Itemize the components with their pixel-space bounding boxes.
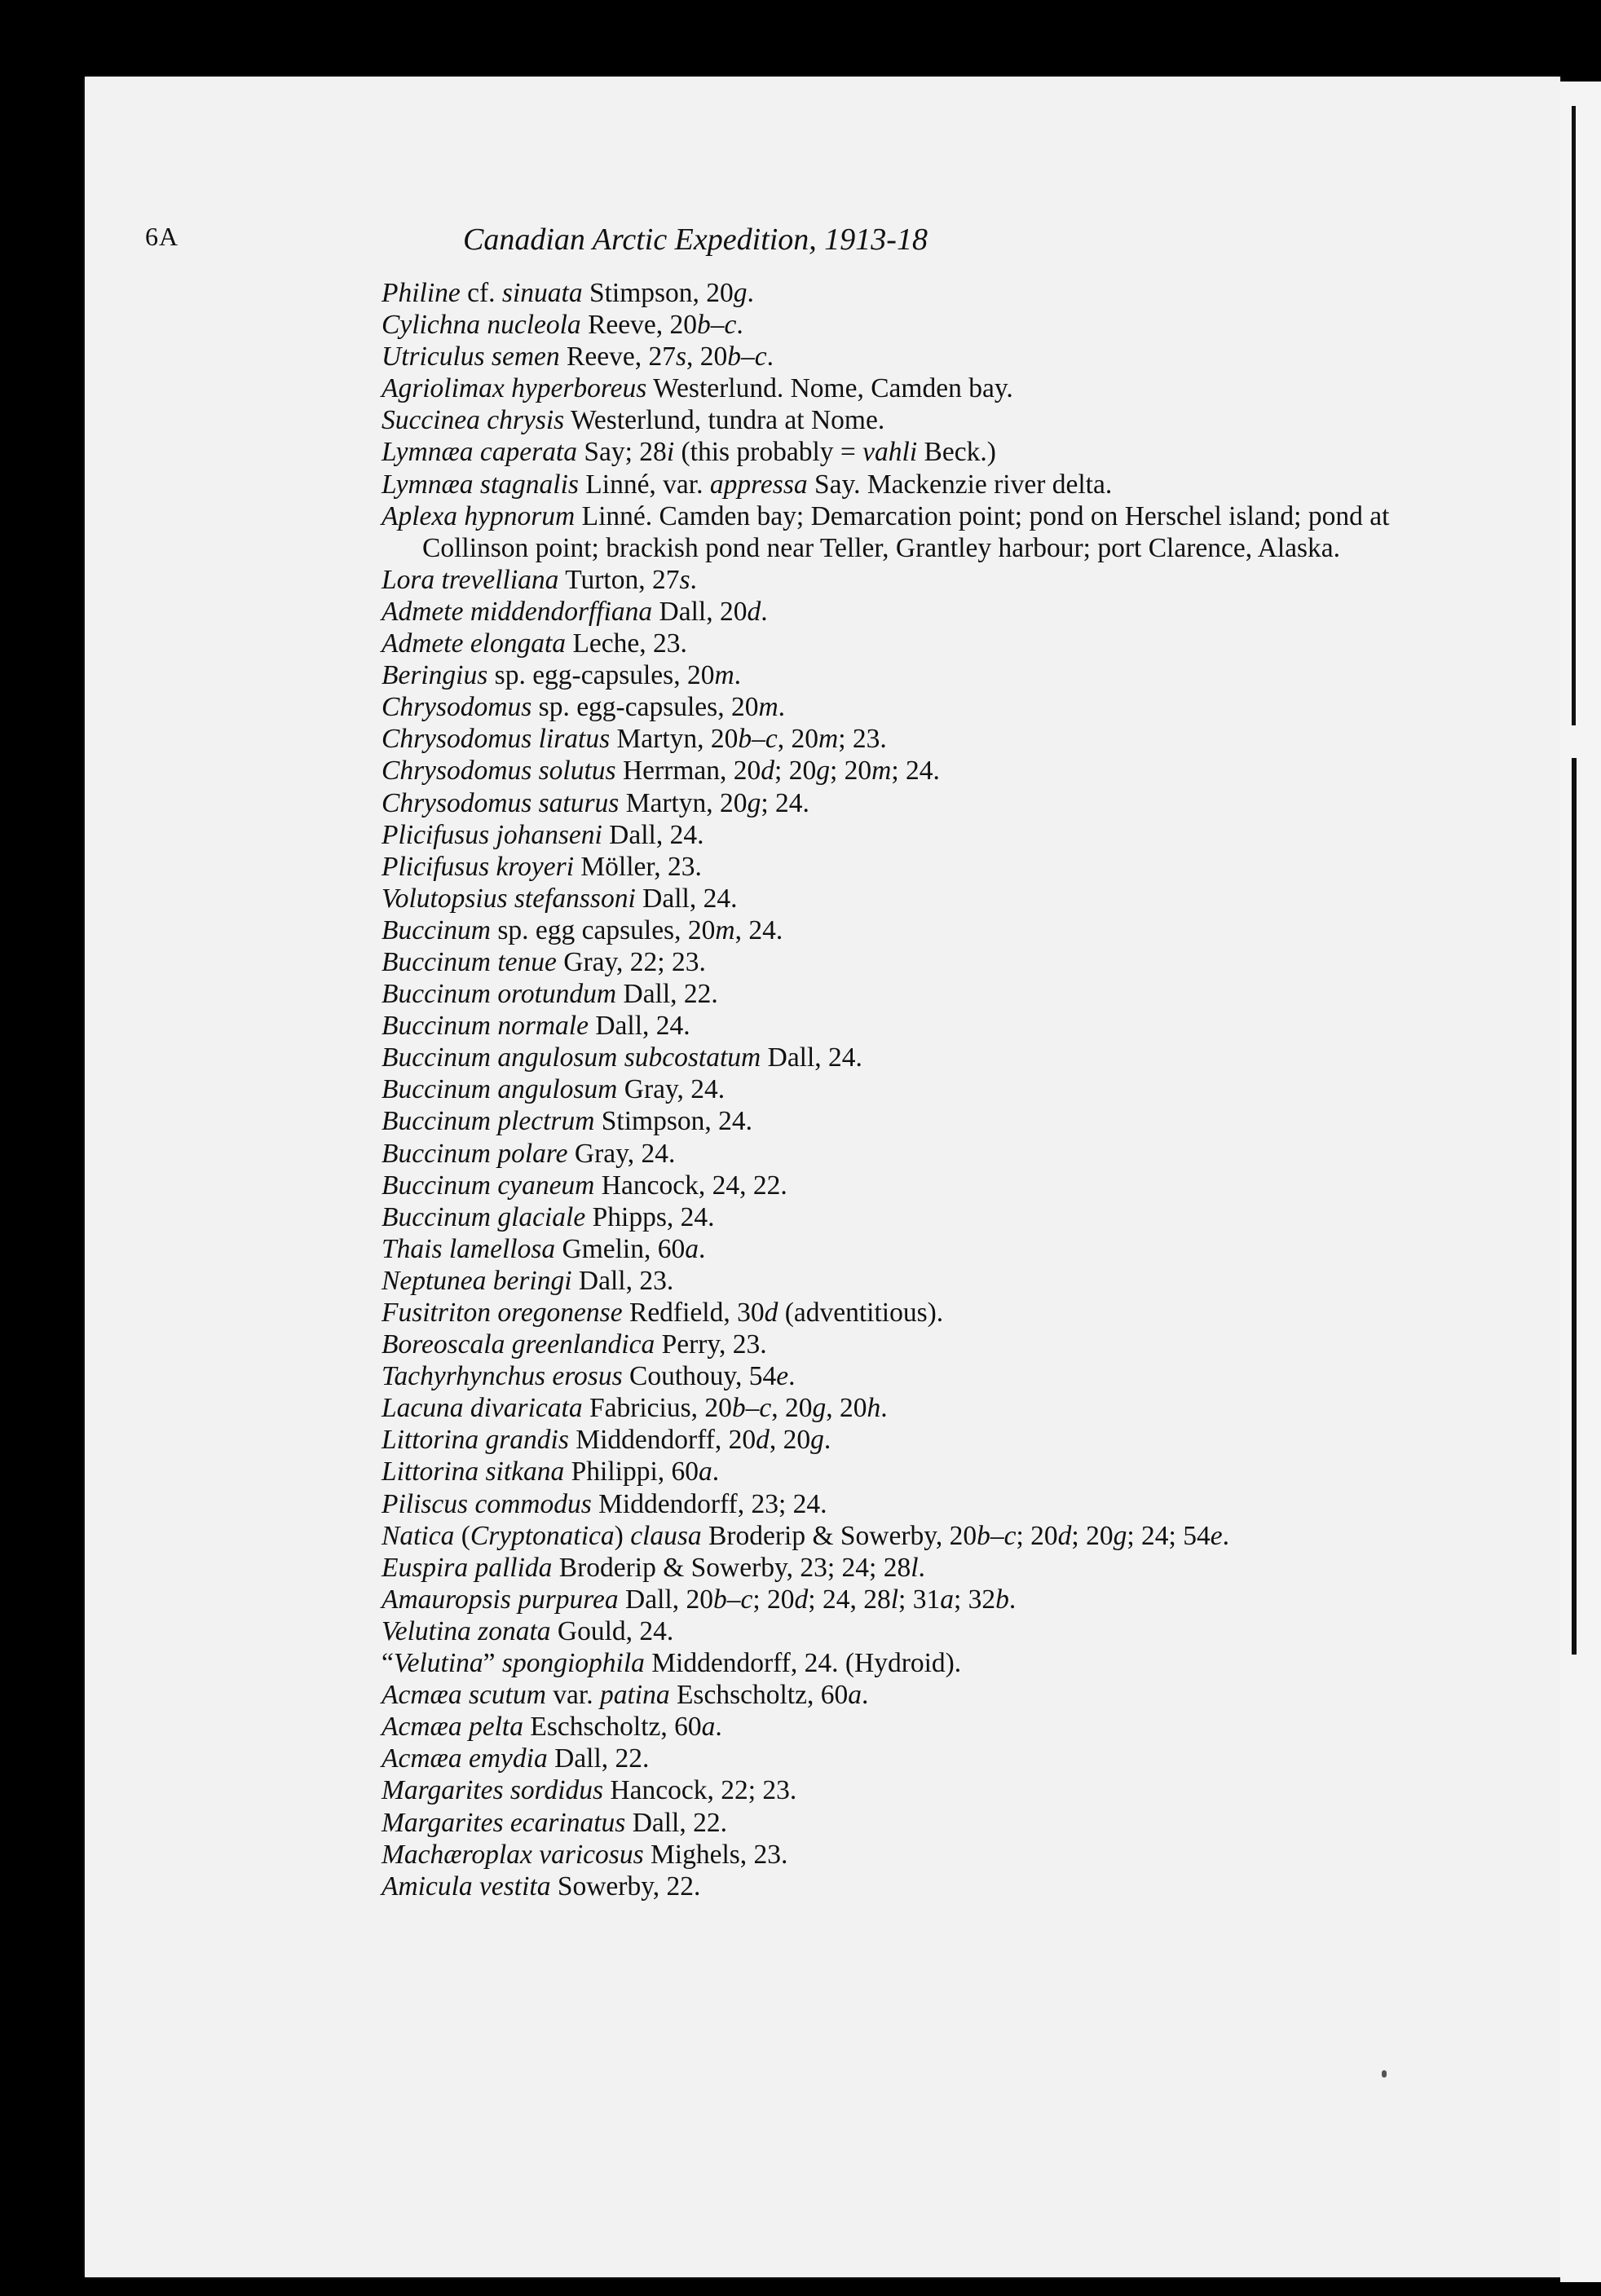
scan-speck xyxy=(1382,2070,1387,2078)
entry-text: Reeve, 20 xyxy=(580,310,698,341)
entry-text: . xyxy=(715,1712,722,1743)
species-entry xyxy=(382,1105,1441,1137)
taxon-name: Amicula vestita xyxy=(382,1871,551,1902)
taxon-name: Acmæa scutum xyxy=(382,1680,546,1711)
entry-text: Dall, 22. xyxy=(616,979,718,1010)
entry-text: Philippi, 60 xyxy=(564,1456,699,1487)
taxon-name: Tachyrhynchus erosus xyxy=(382,1361,623,1392)
taxon-name: m xyxy=(818,724,839,755)
entry-text: ; 20 xyxy=(1016,1520,1058,1551)
entry-text: Stimpson, 20 xyxy=(582,278,734,308)
entry-text: Middendorff, 23; 24. xyxy=(591,1488,827,1519)
taxon-name: m xyxy=(715,914,735,945)
taxon-name: g xyxy=(810,1425,824,1456)
entry-text: ( xyxy=(454,1520,470,1551)
taxon-name: Plicifusus kroyeri xyxy=(382,851,575,882)
taxon-name: Buccinum polare xyxy=(382,1138,568,1169)
entry-text: Couthouy, 54 xyxy=(622,1361,777,1392)
species-entry xyxy=(382,1839,1441,1871)
entry-text: (adventitious). xyxy=(778,1298,944,1328)
entry-text: . xyxy=(766,342,774,372)
species-entry xyxy=(382,1329,1441,1360)
taxon-name: Fusitriton oregonense xyxy=(382,1298,623,1328)
taxon-name: Chrysodomus liratus xyxy=(382,724,611,755)
taxon-name: b–c xyxy=(977,1520,1017,1551)
entry-text: Broderip & Sowerby, 23; 24; 28 xyxy=(552,1552,911,1583)
entry-text: Westerlund, tundra at Nome. xyxy=(564,405,885,436)
entry-text: ; 32 xyxy=(953,1584,996,1615)
species-entry xyxy=(382,404,1441,436)
taxon-name: l xyxy=(911,1552,919,1583)
entry-text: ; 24. xyxy=(891,756,940,787)
entry-text: , 20 xyxy=(771,1393,813,1424)
entry-text: Phipps, 24. xyxy=(585,1201,715,1232)
entry-text: ; 24, 28 xyxy=(808,1584,891,1615)
entry-text: Martyn, 20 xyxy=(610,724,739,755)
species-entry xyxy=(382,691,1441,723)
species-entry xyxy=(382,1520,1441,1552)
taxon-name: Aplexa hypnorum xyxy=(382,500,576,531)
entry-text: , 20 xyxy=(826,1393,867,1424)
taxon-name: Lymnæa stagnalis xyxy=(382,469,579,500)
species-entry xyxy=(382,1201,1441,1233)
entry-text: var. xyxy=(545,1680,600,1711)
taxon-name: m xyxy=(714,660,734,691)
entry-text: Broderip & Sowerby, 20 xyxy=(701,1520,977,1551)
taxon-name: sinuata xyxy=(501,278,583,308)
taxon-name: b–c xyxy=(727,342,767,372)
taxon-name: Buccinum plectrum xyxy=(382,1106,595,1137)
species-entry xyxy=(382,1615,1441,1647)
entry-text: ; 24. xyxy=(761,787,809,818)
entry-text: Mighels, 23. xyxy=(643,1839,788,1870)
species-entry xyxy=(382,659,1441,691)
taxon-name: Lacuna divaricata xyxy=(382,1393,583,1424)
taxon-name: m xyxy=(871,756,892,787)
entry-text: Stimpson, 24. xyxy=(594,1106,753,1137)
entry-text: Redfield, 30 xyxy=(622,1298,765,1328)
taxon-name: Velutina xyxy=(393,1648,483,1679)
species-entry xyxy=(382,1233,1441,1265)
entry-text: Dall, 24. xyxy=(588,1011,690,1042)
taxon-name: Buccinum glaciale xyxy=(382,1201,586,1232)
taxon-name: d xyxy=(1057,1520,1072,1551)
entry-text: Dall, 24. xyxy=(761,1042,862,1073)
entry-text: . xyxy=(690,564,697,595)
taxon-name: s xyxy=(675,342,687,372)
entry-text: Leche, 23. xyxy=(566,628,687,659)
taxon-name: i xyxy=(666,437,675,468)
species-entry xyxy=(382,1392,1441,1424)
species-entry xyxy=(382,1360,1441,1392)
species-entry xyxy=(382,1297,1441,1329)
taxon-name: Boreoscala greenlandica xyxy=(382,1329,655,1360)
taxon-name: b–c xyxy=(731,1393,772,1424)
taxon-name: s xyxy=(679,564,690,595)
taxon-name: Agriolimax hyperboreus xyxy=(382,373,647,404)
taxon-name: a xyxy=(848,1680,862,1711)
taxon-name: d xyxy=(756,1425,770,1456)
entry-text: ; 31 xyxy=(898,1584,941,1615)
entry-text: Dall, 22. xyxy=(547,1743,650,1774)
taxon-name: g xyxy=(1113,1520,1127,1551)
entry-text: Hancock, 22; 23. xyxy=(603,1775,797,1806)
entry-text: Dall, 24. xyxy=(635,883,738,914)
entry-text: Martyn, 20 xyxy=(619,787,748,818)
taxon-name: Littorina grandis xyxy=(382,1425,569,1456)
entry-text: . xyxy=(778,692,786,723)
entry-text: , 24. xyxy=(734,914,783,945)
species-entry xyxy=(382,372,1441,404)
taxon-name: g xyxy=(816,756,830,787)
page-number: 6A xyxy=(145,222,179,251)
entry-text: Eschscholtz, 60 xyxy=(669,1680,849,1711)
entry-text: Beck.) xyxy=(917,437,996,468)
species-entry xyxy=(382,1584,1441,1615)
taxon-name: b xyxy=(995,1584,1009,1615)
taxon-name: d xyxy=(747,596,761,627)
taxon-name: Chrysodomus solutus xyxy=(382,756,616,787)
running-title: Canadian Arctic Expedition, 1913-18 xyxy=(463,223,928,257)
taxon-name: Machæroplax varicosus xyxy=(382,1839,644,1870)
species-entry xyxy=(382,436,1441,468)
page-edge-line xyxy=(1572,758,1577,1655)
entry-text: , 20 xyxy=(769,1425,811,1456)
species-entry xyxy=(382,1010,1441,1042)
taxon-name: Philine xyxy=(382,278,461,308)
entry-text: Dall, 20 xyxy=(652,596,748,627)
entry-text: Fabricius, 20 xyxy=(582,1393,732,1424)
species-entry xyxy=(382,1073,1441,1105)
entry-text: . xyxy=(747,278,754,308)
taxon-name: e xyxy=(776,1361,789,1392)
entry-text: ; 20 xyxy=(752,1584,795,1615)
taxon-name: b–c xyxy=(697,310,737,341)
species-entry xyxy=(382,851,1441,883)
species-entry xyxy=(382,564,1441,596)
taxon-name: Beringius xyxy=(382,660,488,691)
taxon-name: h xyxy=(867,1393,881,1424)
species-entry xyxy=(382,946,1441,978)
entry-text: . xyxy=(788,1361,796,1392)
taxon-name: Natica xyxy=(382,1520,455,1551)
entry-text: Hancock, 24, 22. xyxy=(594,1170,787,1201)
taxon-name: spongiophila xyxy=(501,1648,645,1679)
entry-text: Say. Mackenzie river delta. xyxy=(807,469,1113,500)
entry-text: ; 20 xyxy=(829,756,872,787)
taxon-name: Littorina sitkana xyxy=(382,1456,565,1487)
entry-text: (this probably = xyxy=(674,437,863,468)
taxon-name: a xyxy=(685,1233,699,1264)
entry-text: . xyxy=(918,1552,925,1583)
taxon-name: Cryptonatica xyxy=(470,1520,615,1551)
species-entry xyxy=(382,1456,1441,1487)
taxon-name: Succinea chrysis xyxy=(382,405,565,436)
entry-text: , 20 xyxy=(777,724,819,755)
taxon-name: g xyxy=(812,1393,827,1424)
taxon-name: Plicifusus johanseni xyxy=(382,819,602,850)
taxon-name: Volutopsius stefanssoni xyxy=(382,883,636,914)
taxon-name: b–c xyxy=(712,1584,753,1615)
entry-text: Sowerby, 22. xyxy=(550,1871,701,1902)
taxon-name: Velutina zonata xyxy=(382,1615,551,1646)
species-entry xyxy=(382,1042,1441,1073)
entry-text: Middendorff, 20 xyxy=(568,1425,756,1456)
taxon-name: Admete elongata xyxy=(382,628,567,659)
entry-text: . xyxy=(734,660,742,691)
entry-text: ; 20 xyxy=(1071,1520,1114,1551)
taxon-name: Margarites ecarinatus xyxy=(382,1807,626,1838)
entry-text: . xyxy=(761,596,768,627)
taxon-name: Buccinum angulosum xyxy=(382,1074,618,1105)
entry-text: ” xyxy=(483,1648,502,1679)
taxon-name: Buccinum cyaneum xyxy=(382,1170,595,1201)
entry-text: Eschscholtz, 60 xyxy=(523,1712,702,1743)
taxon-name: Euspira pallida xyxy=(382,1552,553,1583)
entry-text: Reeve, 27 xyxy=(559,342,676,372)
entry-text: . xyxy=(698,1233,706,1264)
species-entry xyxy=(382,1679,1441,1711)
entry-text: Dall, 23. xyxy=(571,1265,674,1296)
taxon-name: Thais lamellosa xyxy=(382,1233,556,1264)
species-entry xyxy=(382,341,1441,372)
entry-text: sp. egg capsules, 20 xyxy=(490,914,716,945)
entry-text: Turton, 27 xyxy=(558,564,680,595)
taxon-name: Margarites sordidus xyxy=(382,1775,604,1806)
species-entry xyxy=(382,500,1441,564)
entry-text: . xyxy=(823,1425,831,1456)
species-entry xyxy=(382,1552,1441,1584)
entry-text: Linné, var. xyxy=(578,469,710,500)
entry-text: Möller, 23. xyxy=(574,851,702,882)
species-entry xyxy=(382,1647,1441,1679)
species-entry xyxy=(382,1138,1441,1170)
taxon-name: Lora trevelliana xyxy=(382,564,559,595)
taxon-name: Piliscus commodus xyxy=(382,1488,592,1519)
species-entry xyxy=(382,1488,1441,1520)
taxon-name: Chrysodomus xyxy=(382,692,532,723)
entry-text: Perry, 23. xyxy=(655,1329,767,1360)
species-entry xyxy=(382,596,1441,628)
entry-text: . xyxy=(1008,1584,1017,1615)
species-entry xyxy=(382,469,1441,500)
taxon-name: d xyxy=(761,756,775,787)
entry-text: , 20 xyxy=(686,342,728,372)
entry-text: . xyxy=(1222,1520,1229,1551)
taxon-name: Lymnæa caperata xyxy=(382,437,577,468)
species-entry xyxy=(382,1711,1441,1743)
page-edge-line xyxy=(1572,106,1576,725)
taxon-name: d xyxy=(764,1298,778,1328)
taxon-name: Acmæa emydia xyxy=(382,1743,548,1774)
entry-text: Dall, 20 xyxy=(618,1584,713,1615)
species-entry xyxy=(382,1774,1441,1806)
species-entry xyxy=(382,723,1441,755)
species-entry xyxy=(382,914,1441,946)
entry-text: Dall, 24. xyxy=(602,819,704,850)
taxon-name: Neptunea beringi xyxy=(382,1265,572,1296)
entry-text: Say; 28 xyxy=(577,437,667,468)
taxon-name: Buccinum tenue xyxy=(382,946,557,977)
taxon-name: g xyxy=(747,787,761,818)
entry-text: ) xyxy=(614,1520,631,1551)
entry-text: . xyxy=(880,1393,888,1424)
entry-text: ; 23. xyxy=(838,724,887,755)
entry-text: Gray, 24. xyxy=(617,1074,726,1105)
entry-text: Herrman, 20 xyxy=(615,756,761,787)
entry-text: . xyxy=(861,1680,869,1711)
taxon-name: Utriculus semen xyxy=(382,342,560,372)
taxon-name: Admete middendorffiana xyxy=(382,596,653,627)
species-entry xyxy=(382,1424,1441,1456)
taxon-name: e xyxy=(1210,1520,1223,1551)
species-entry xyxy=(382,1743,1441,1774)
species-entry xyxy=(382,787,1441,819)
species-entry xyxy=(382,628,1441,659)
entry-text: . xyxy=(712,1456,720,1487)
entry-text: Gray, 22; 23. xyxy=(556,946,706,977)
taxon-name: vahli xyxy=(862,437,918,468)
taxon-name: Cylichna nucleola xyxy=(382,310,581,341)
species-entry xyxy=(382,1871,1441,1902)
taxon-name: Amauropsis purpurea xyxy=(382,1584,619,1615)
entry-text: Middendorff, 24. (Hydroid). xyxy=(644,1648,962,1679)
taxon-name: Buccinum xyxy=(382,914,491,945)
species-entry xyxy=(382,277,1441,309)
entry-text: ; 20 xyxy=(774,756,817,787)
taxon-name: a xyxy=(701,1712,716,1743)
taxon-name: b–c xyxy=(738,724,778,755)
entry-text: cf. xyxy=(460,278,502,308)
species-entry xyxy=(382,1170,1441,1201)
entry-text: Gould, 24. xyxy=(550,1615,674,1646)
species-entry xyxy=(382,1807,1441,1839)
taxon-name: Acmæa pelta xyxy=(382,1712,523,1743)
taxon-name: d xyxy=(794,1584,809,1615)
entry-text: Westerlund. Nome, Camden bay. xyxy=(646,373,1013,404)
species-entry xyxy=(382,1265,1441,1297)
species-entry xyxy=(382,309,1441,341)
taxon-name: Chrysodomus saturus xyxy=(382,787,620,818)
taxon-name: Buccinum orotundum xyxy=(382,979,617,1010)
taxon-name: Buccinum angulosum subcostatum xyxy=(382,1042,761,1073)
taxon-name: l xyxy=(890,1584,899,1615)
taxon-name: appressa xyxy=(709,469,808,500)
entry-text: Dall, 22. xyxy=(625,1807,727,1838)
species-entry xyxy=(382,819,1441,851)
taxon-name: a xyxy=(940,1584,954,1615)
species-list xyxy=(382,277,1441,1902)
taxon-name: m xyxy=(758,692,778,723)
taxon-name: clausa xyxy=(630,1520,702,1551)
page-header xyxy=(145,222,1148,261)
species-entry xyxy=(382,883,1441,914)
entry-text: . xyxy=(736,310,743,341)
entry-text: ; 24; 54 xyxy=(1127,1520,1211,1551)
entry-text: sp. egg-capsules, 20 xyxy=(531,692,759,723)
taxon-name: Buccinum normale xyxy=(382,1011,589,1042)
taxon-name: g xyxy=(733,278,748,308)
taxon-name: patina xyxy=(599,1680,670,1711)
taxon-name: a xyxy=(699,1456,712,1487)
entry-text: sp. egg-capsules, 20 xyxy=(487,660,715,691)
entry-text: Gmelin, 60 xyxy=(555,1233,686,1264)
species-entry xyxy=(382,978,1441,1010)
entry-text: Linné. Camden bay; Demarcation point; pond on Herschel island; pond at Collinson point; brackish pond near Teller, Grantley harbour; port Clarence, Alaska. xyxy=(422,500,1390,563)
adjacent-page-edge xyxy=(1560,82,1601,2282)
species-entry xyxy=(382,755,1441,787)
entry-text: “ xyxy=(382,1648,394,1679)
entry-text: Gray, 24. xyxy=(567,1138,676,1169)
